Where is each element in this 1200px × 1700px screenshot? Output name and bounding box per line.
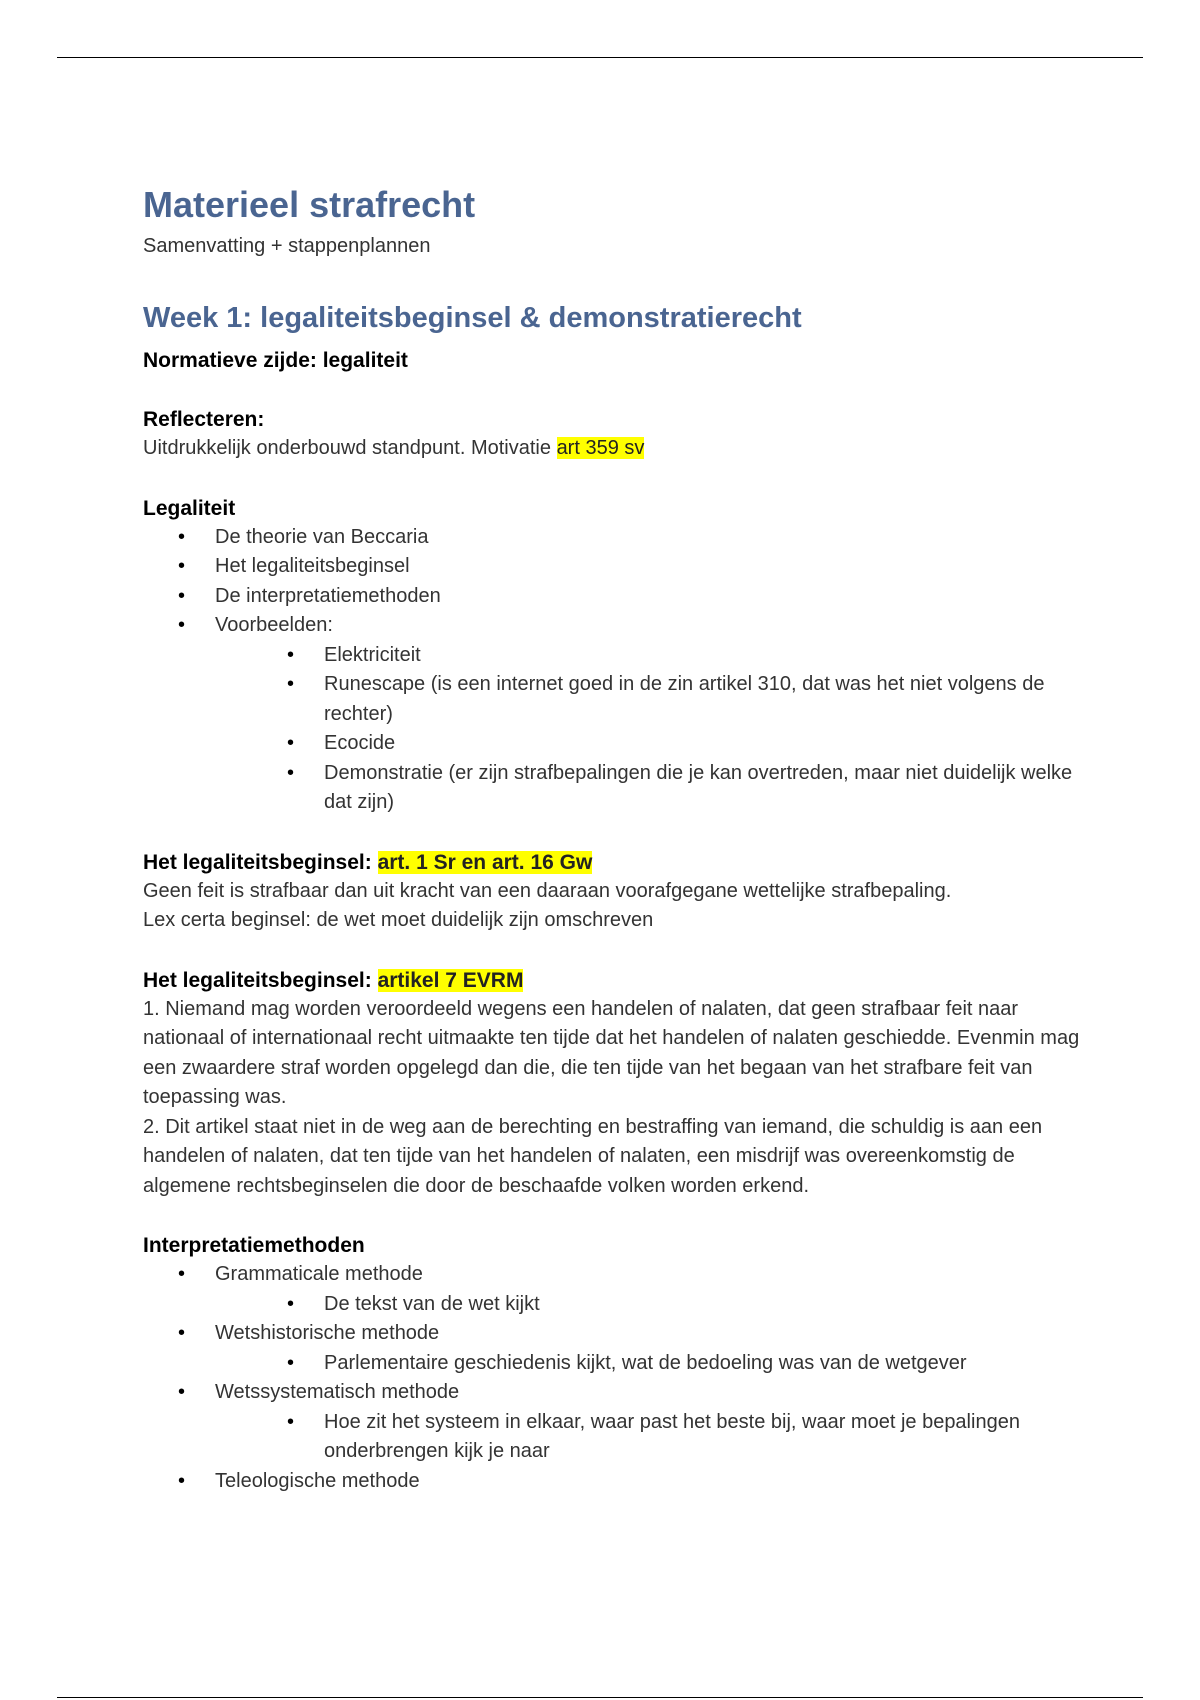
reflecteren-heading: Reflecteren:	[143, 408, 265, 431]
interpretatie-list	[143, 1467, 1083, 1497]
document-subtitle: Samenvatting + stappenplannen	[143, 235, 431, 257]
list-item: • Parlementaire geschiedenis kijkt, wat de bedoeling was van de wetgever	[143, 1349, 1083, 1379]
evrm-paragraph-2: 2. Dit artikel staat niet in de weg aan de berechting en bestraffing van iemand, die schuldig is aan een handelen of nalaten, dat ten tijde van het handelen of nalaten, een misdrijf was overeenkomstig de algemene rechtsbeginselen die door de beschaafde volken worden erkend.	[143, 1115, 1043, 1197]
interpretatie-list	[143, 1260, 1083, 1290]
footer-rule	[57, 1697, 1143, 1698]
evrm-paragraph-1: 1. Niemand mag worden veroordeeld wegens een handelen of nalaten, dat geen strafbaar feit naar nationaal of internationaal recht uitmaakte ten tijde dat het handelen of nalaten geschiedde. Evenmin mag een zwaardere straf worden opgelegd dan die, die ten tijde van het begaan van het strafbare feit van toepassing was.	[143, 997, 1080, 1108]
list-item: • Ecocide	[143, 729, 1083, 759]
list-item: • De tekst van de wet kijkt	[143, 1290, 1083, 1320]
examples-list	[143, 641, 1083, 818]
legaliteit-heading: Legaliteit	[143, 496, 236, 520]
list-item: • Elektriciteit	[143, 641, 1083, 671]
normatief-heading: Normatieve zijde: legaliteit	[143, 349, 408, 372]
beginsel1-line2: Lex certa beginsel: de wet moet duidelijk zijn omschreven	[143, 909, 654, 931]
sub-list	[143, 1408, 1083, 1467]
list-item: • Wetssystematisch methode	[143, 1378, 1083, 1408]
highlight-art-1-sr: art. 1 Sr en art. 16 Gw	[377, 850, 593, 874]
highlight-artikel-7-evrm: artikel 7 EVRM	[377, 968, 524, 992]
interpretatie-list	[143, 1378, 1083, 1408]
document-body	[143, 180, 1083, 1496]
header-rule	[57, 57, 1143, 58]
list-item: • Runescape (is een internet goed in de zin artikel 310, dat was het niet volgens de rechter)	[143, 670, 1083, 729]
list-item: • Demonstratie (er zijn strafbepalingen die je kan overtreden, maar niet duidelijk welke dat zijn)	[143, 759, 1083, 818]
document-title: Materieel strafrecht	[143, 184, 476, 225]
interpretatie-list	[143, 1319, 1083, 1349]
beginsel1-line1: Geen feit is strafbaar dan uit kracht van een daaraan voorafgegane wettelijke strafbepaling.	[143, 879, 952, 902]
list-item: • Het legaliteitsbeginsel	[143, 552, 1083, 582]
list-item: • Wetshistorische methode	[143, 1319, 1083, 1349]
list-item: • Voorbeelden:	[143, 611, 1083, 641]
interpretatie-heading: Interpretatiemethoden	[143, 1234, 365, 1257]
week-heading: Week 1: legaliteitsbeginsel & demonstratierecht	[143, 302, 802, 334]
beginsel1-heading: Het legaliteitsbeginsel: art. 1 Sr en art. 16 Gw	[143, 850, 593, 874]
list-item: • Teleologische methode	[143, 1467, 1083, 1497]
legaliteit-list	[143, 523, 1083, 641]
list-item: • De interpretatiemethoden	[143, 582, 1083, 612]
highlight-art-359: art 359 sv	[556, 437, 645, 459]
list-item: • Hoe zit het systeem in elkaar, waar past het beste bij, waar moet je bepalingen onderbrengen kijk je naar	[143, 1408, 1083, 1467]
sub-list	[143, 1290, 1083, 1320]
reflecteren-text: Uitdrukkelijk onderbouwd standpunt. Motivatie art 359 sv	[143, 437, 645, 459]
list-item: • De theorie van Beccaria	[143, 523, 1083, 553]
list-item: • Grammaticale methode	[143, 1260, 1083, 1290]
sub-list	[143, 1349, 1083, 1379]
beginsel2-heading: Het legaliteitsbeginsel: artikel 7 EVRM	[143, 968, 524, 992]
